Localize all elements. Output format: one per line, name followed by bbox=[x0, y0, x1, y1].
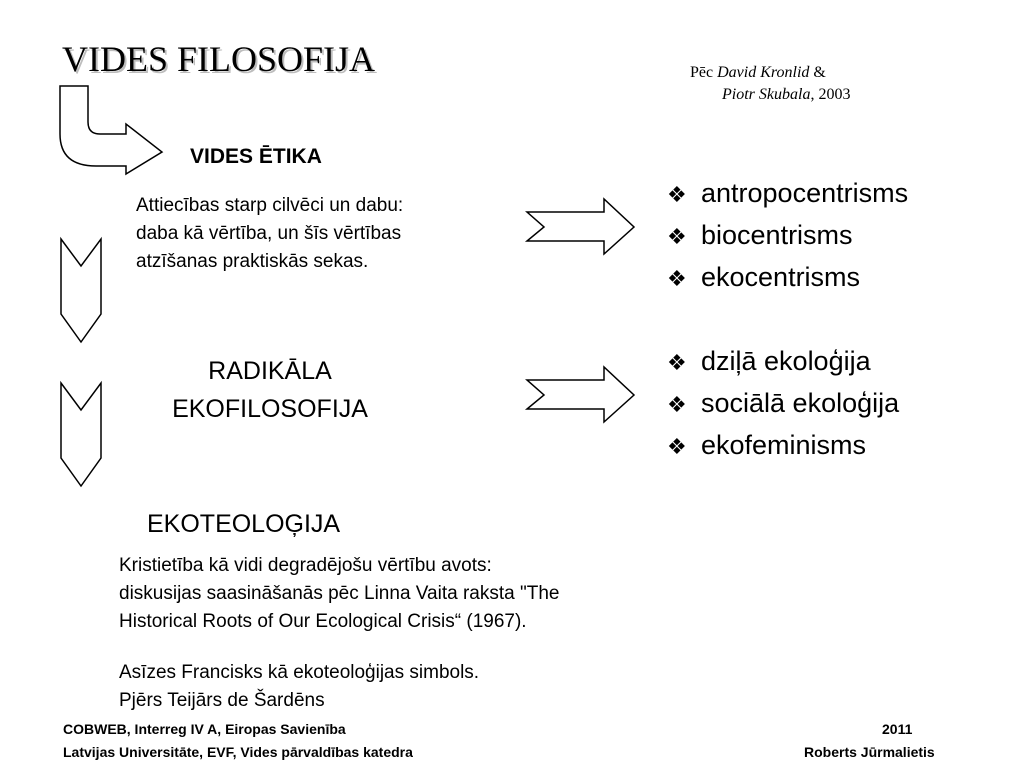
footer-year: 2011 bbox=[882, 721, 913, 737]
ethics-heading: VIDES ĒTIKA bbox=[190, 145, 322, 168]
credit bbox=[690, 62, 850, 106]
list-item: ❖ ekocentrisms bbox=[667, 257, 908, 299]
credit-line-2 bbox=[690, 84, 850, 106]
ecotheology-paragraph-1 bbox=[119, 552, 559, 636]
credit-ampersand: & bbox=[813, 64, 826, 81]
ecotheology-paragraph-2 bbox=[119, 659, 479, 715]
credit-line-1 bbox=[690, 62, 850, 84]
ecotheology-line: Pjērs Teijārs de Šardēns bbox=[119, 690, 325, 711]
right-arrow-icon-2 bbox=[526, 366, 636, 424]
list-item: ❖ sociālā ekoloģija bbox=[667, 383, 899, 425]
ecotheology-line: diskusijas saasināšanās pēc Linna Vaita raksta "The bbox=[119, 583, 560, 604]
credit-prefix: Pēc bbox=[690, 64, 714, 81]
radical-bullet-list bbox=[667, 341, 899, 467]
footer-project: COBWEB, Interreg IV A, bbox=[63, 721, 222, 737]
bullet-diamond-icon: ❖ bbox=[667, 182, 687, 207]
ethics-description-line: daba kā vērtība, un šīs vērtības bbox=[136, 223, 402, 244]
footer-eu: Eiropas Savienība bbox=[225, 721, 346, 737]
ethics-description bbox=[136, 192, 403, 276]
bullet-diamond-icon: ❖ bbox=[667, 392, 687, 417]
list-item: ❖ dziļā ekoloģija bbox=[667, 341, 899, 383]
ecotheology-line: Asīzes Francisks kā ekoteoloģijas simbols. bbox=[119, 662, 480, 683]
radical-heading-line: RADIKĀLA bbox=[208, 357, 332, 385]
ecotheology-heading: EKOTEOLOĢIJA bbox=[147, 510, 341, 538]
list-item: ❖ ekofeminisms bbox=[667, 425, 899, 467]
ethics-description-line: atzīšanas praktiskās sekas. bbox=[136, 251, 369, 272]
down-arrow-icon-2 bbox=[60, 382, 102, 488]
footer-left-line-2: Latvijas Universitāte, EVF, Vides pārvaldības katedra bbox=[63, 744, 413, 760]
curved-arrow-icon bbox=[58, 84, 168, 176]
bullet-diamond-icon: ❖ bbox=[667, 434, 687, 459]
credit-author-2: Piotr Skubala bbox=[722, 86, 811, 103]
credit-author-1: David Kronlid bbox=[717, 64, 810, 81]
list-item: ❖ antropocentrisms bbox=[667, 173, 908, 215]
ethics-bullet-list bbox=[667, 173, 908, 299]
bullet-diamond-icon: ❖ bbox=[667, 224, 687, 249]
bullet-diamond-icon: ❖ bbox=[667, 350, 687, 375]
ecotheology-line: Kristietība kā vidi degradējošu vērtību avots: bbox=[119, 555, 492, 576]
credit-year: , 2003 bbox=[810, 86, 851, 103]
ecotheology-line: Historical Roots of Our Ecological Crisis“ (1967). bbox=[119, 611, 527, 632]
radical-heading-line: EKOFILOSOFIJA bbox=[172, 395, 368, 423]
footer-author: Roberts Jūrmalietis bbox=[804, 744, 935, 760]
right-arrow-icon-1 bbox=[526, 198, 636, 256]
ethics-description-line: Attiecības starp cilvēci un dabu: bbox=[136, 195, 404, 216]
bullet-diamond-icon: ❖ bbox=[667, 266, 687, 291]
down-arrow-icon-1 bbox=[60, 238, 102, 344]
footer-left-line-1 bbox=[63, 721, 346, 737]
slide-title: VIDES FILOSOFIJA bbox=[62, 39, 376, 79]
radical-heading bbox=[136, 352, 404, 428]
list-item: ❖ biocentrisms bbox=[667, 215, 908, 257]
